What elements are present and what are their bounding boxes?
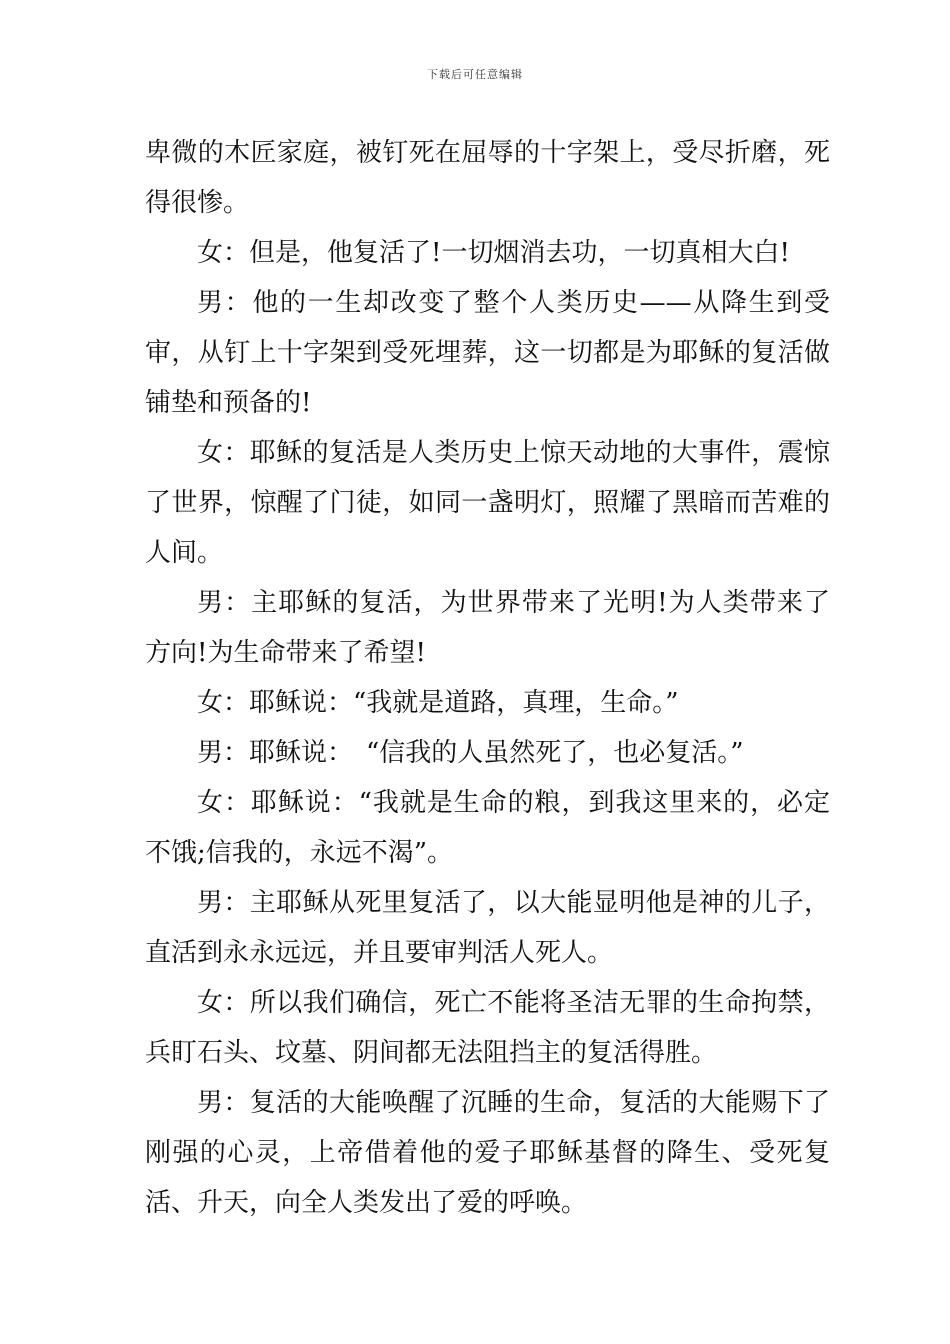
paragraph-dialogue: 女：耶稣说：“我就是生命的粮，到我这里来的，必定不饿;信我的，永远不渴”。 — [145, 788, 830, 868]
paragraph-dialogue: 男：他的一生却改变了整个人类历史——从降生到受审，从钉上十字架到受死埋葬，这一切都是为耶稣的复活做铺垫和预备的! — [145, 288, 830, 418]
paragraph-dialogue: 女：耶稣说：“我就是道路，真理，生命。” — [197, 688, 679, 718]
paragraph-continuation: 卑微的木匠家庭，被钉死在屈辱的十字架上，受尽折磨，死得很惨。 — [145, 138, 830, 218]
paragraph-dialogue: 男：耶稣说： “信我的人虽然死了，也必复活。” — [197, 738, 744, 768]
paragraph-dialogue: 女：耶稣的复活是人类历史上惊天动地的大事件，震惊了世界，惊醒了门徒，如同一盏明灯，照耀了黑暗而苦难的人间。 — [145, 438, 830, 568]
paragraph-dialogue: 男：主耶稣的复活，为世界带来了光明!为人类带来了方向!为生命带来了希望! — [145, 588, 830, 668]
document-body — [145, 128, 830, 1228]
paragraph-dialogue: 男：复活的大能唤醒了沉睡的生命，复活的大能赐下了刚强的心灵，上帝借着他的爱子耶稣基督的降生、受死复活、升天，向全人类发出了爱的呼唤。 — [145, 1088, 830, 1218]
paragraph-dialogue: 女：所以我们确信，死亡不能将圣洁无罪的生命拘禁，兵盯石头、坟墓、阴间都无法阻挡主的复活得胜。 — [145, 988, 830, 1068]
paragraph-dialogue: 男：主耶稣从死里复活了，以大能显明他是神的儿子，直活到永永远远，并且要审判活人死人。 — [145, 888, 830, 968]
paragraph-dialogue: 女：但是，他复活了!一切烟消去功，一切真相大白! — [197, 238, 790, 268]
page-header-note: 下载后可任意编辑 — [427, 68, 523, 81]
